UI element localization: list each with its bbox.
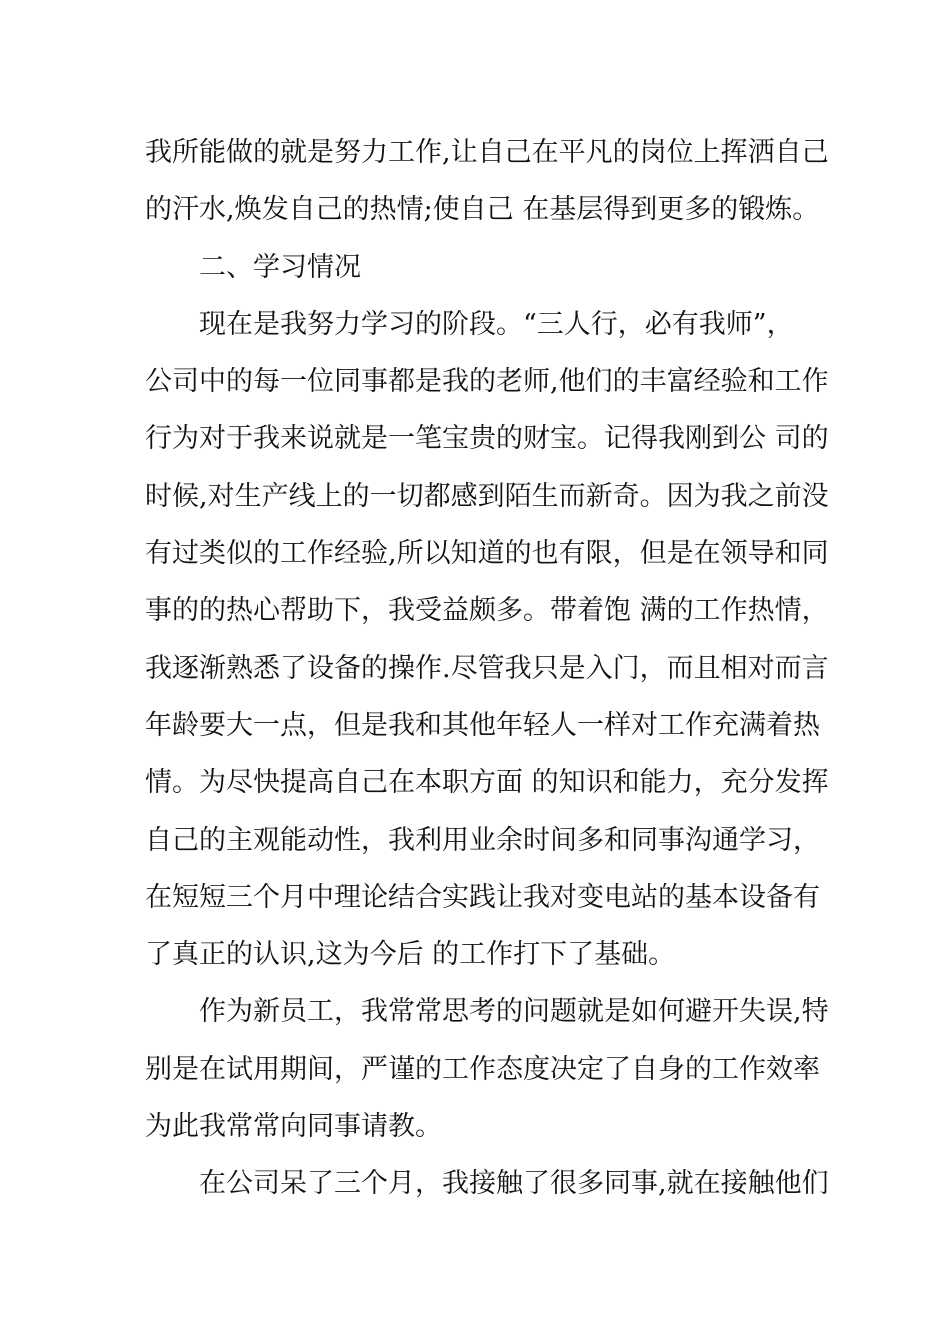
- text-line: 作为新员工，我常常思考的问题就是如何避开失误,特: [199, 996, 829, 1028]
- section-heading: 二、学习情况: [199, 251, 361, 283]
- text-line: 我所能做的就是努力工作,让自己在平凡的岗位上挥洒自己: [145, 137, 829, 168]
- text-line: 的汗水,焕发自己的热情;使自己 在基层得到更多的锻炼。: [145, 194, 820, 226]
- text-line: 在短短三个月中理论结合实践让我对变电站的基本设备有: [145, 881, 820, 913]
- text-line: 公司中的每一位同事都是我的老师,他们的丰富经验和工作: [145, 366, 829, 398]
- text-line: 有过类似的工作经验,所以知道的也有限，但是在领导和同: [145, 538, 829, 570]
- body-text: [145, 130, 829, 1219]
- text-line: 现在是我努力学习的阶段。“三人行，必有我师”，: [199, 308, 794, 340]
- text-line: 别是在试用期间，严谨的工作态度决定了自身的工作效率: [145, 1053, 820, 1085]
- text-line: 了真正的认识,这为今后 的工作打下了基础。: [145, 939, 676, 971]
- text-line: 我逐渐熟悉了设备的操作.尽管我只是入门，而且相对而言: [145, 652, 829, 684]
- text-line: 为此我常常向同事请教。: [145, 1111, 442, 1143]
- text-line: 情。为尽快提高自己在本职方面 的知识和能力，充分发挥: [145, 767, 829, 799]
- text-line: 自己的主观能动性，我利用业余时间多和同事沟通学习，: [145, 824, 820, 856]
- text-line: 在公司呆了三个月，我接触了很多同事,就在接触他们: [199, 1168, 829, 1200]
- text-line: 年龄要大一点，但是我和其他年轻人一样对工作充满着热: [145, 709, 820, 741]
- text-line: 事的的热心帮助下，我受益颇多。带着饱 满的工作热情，: [145, 595, 829, 627]
- text-line: 行为对于我来说就是一笔宝贵的财宝。记得我刚到公 司的: [145, 423, 829, 455]
- text-line: 时候,对生产线上的一切都感到陌生而新奇。因为我之前没: [145, 480, 829, 512]
